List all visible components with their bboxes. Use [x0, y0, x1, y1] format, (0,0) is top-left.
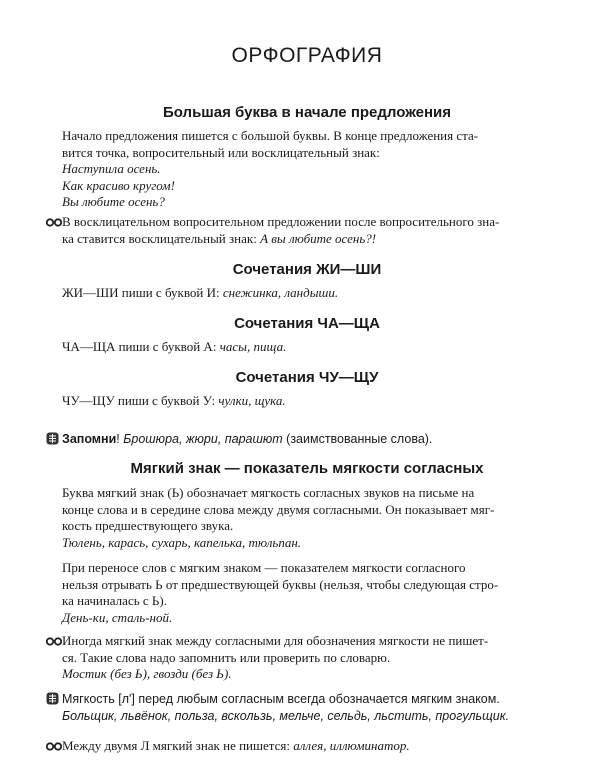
- cha-shcha-rule: [62, 339, 552, 356]
- heading-capital-letter: Большая буква в начале предложения: [162, 104, 452, 121]
- cha-shcha-line: [62, 339, 552, 356]
- soft-sign-note-2: [62, 691, 552, 725]
- soft-sign-p2-line-1: При переносе слов с мягким знаком — показателем мягкости согласного: [62, 560, 466, 575]
- soft-sign-p2-line-2: нельзя отрывать Ь от предшествующей буквы (нельзя, чтобы следующая стро-: [62, 576, 499, 592]
- capital-rule-line-1: Начало предложения пишется с большой буквы. В конце предложения ста-: [62, 128, 479, 143]
- capital-rule-paragraph: [62, 128, 552, 211]
- zhi-shi-rule: [62, 285, 552, 302]
- glasses-icon: [46, 218, 62, 227]
- remember-tail: (заимствованные слова).: [282, 432, 433, 446]
- heading-soft-sign: Мягкий знак — показатель мягкости согласных: [130, 460, 484, 477]
- capital-rule-line-2: вится точка, вопросительный или восклицательный знак:: [62, 144, 380, 160]
- heading-chu-shchu: Сочетания ЧУ—ЩУ: [235, 369, 379, 386]
- soft-sign-p1-examples: Тюлень, карась, сухарь, капелька, тюльпан.: [62, 534, 302, 550]
- page-title: ОРФОГРАФИЯ: [231, 44, 383, 67]
- capital-note-line-2-text: ка ставится восклицательный знак:: [62, 230, 261, 246]
- soft-sign-p1-line-2: конце слова и в середине слова между двумя согласными. Он показывает мяг-: [62, 501, 495, 517]
- soft-sign-note1-line-1: Иногда мягкий знак между согласными для обозначения мягкости не пишет-: [62, 633, 489, 648]
- soft-sign-paragraph-1: [62, 485, 552, 551]
- chu-shchu-rule-text: ЧУ—ЩУ пиши с буквой У:: [62, 393, 219, 408]
- glasses-icon: [46, 637, 62, 646]
- glasses-icon: [46, 742, 62, 751]
- capital-note-example: А вы любите осень?!: [260, 230, 377, 246]
- capital-example-3: Вы любите осень?: [62, 194, 165, 209]
- brain-icon: [46, 432, 59, 445]
- zhi-shi-example: снежинка, ландыши.: [222, 285, 339, 300]
- capital-note-line-1: В восклицательном вопросительном предложении после вопросительного зна-: [62, 214, 500, 229]
- remember-line: [62, 431, 552, 448]
- remember-excl: !: [116, 432, 124, 446]
- soft-sign-note-1: [62, 633, 552, 683]
- chu-shchu-line: [62, 393, 552, 410]
- soft-sign-note1-line-2: ся. Такие слова надо запомнить или проверить по словарю.: [62, 649, 391, 665]
- chu-shchu-rule: [62, 393, 552, 410]
- capital-example-1: Наступила осень.: [62, 161, 161, 176]
- soft-sign-note-3: [62, 738, 552, 755]
- soft-sign-p1-line-1: Буква мягкий знак (Ь) обозначает мягкость согласных звуков на письме на: [62, 485, 475, 500]
- remember-note: [62, 431, 552, 448]
- soft-sign-note2-line-1: Мягкость [л'] перед любым согласным всегда обозначается мягким знаком.: [62, 692, 500, 706]
- soft-sign-note3-line: [62, 738, 552, 755]
- soft-sign-p2-line-3: ка начиналась с Ь).: [62, 593, 167, 608]
- zhi-shi-line: [62, 285, 552, 302]
- heading-cha-shcha: Сочетания ЧА—ЩА: [234, 315, 380, 332]
- soft-sign-paragraph-2: [62, 560, 552, 626]
- soft-sign-p1-line-3: кость предшествующего звука.: [62, 518, 234, 533]
- capital-note: [62, 214, 552, 247]
- soft-sign-note2-examples: Больщик, львёнок, польза, вскользь, мельче, сельдь, льстить, прогульщик.: [62, 709, 510, 723]
- capital-note-line-2: [62, 231, 552, 248]
- cha-shcha-rule-text: ЧА—ЩА пиши с буквой А:: [62, 339, 220, 354]
- soft-sign-note3-text: Между двумя Л мягкий знак не пишется:: [62, 738, 294, 753]
- chu-shchu-example: чулки, щука.: [218, 393, 286, 408]
- soft-sign-p2-example: День-ки, сталь-ной.: [62, 609, 173, 625]
- zhi-shi-rule-text: ЖИ—ШИ пиши с буквой И:: [62, 285, 223, 300]
- remember-words: Брошюра, жюри, парашют: [123, 432, 283, 446]
- cha-shcha-example: часы, пища.: [219, 339, 287, 354]
- soft-sign-note3-example: аллея, иллюминатор.: [293, 738, 410, 753]
- soft-sign-note1-example: Мостик (без Ь), гвозди (без Ь).: [62, 666, 232, 681]
- capital-example-2: Как красиво кругом!: [62, 177, 175, 193]
- heading-zhi-shi: Сочетания ЖИ—ШИ: [232, 261, 382, 278]
- brain-icon: [46, 692, 59, 705]
- remember-label: Запомни: [62, 432, 117, 446]
